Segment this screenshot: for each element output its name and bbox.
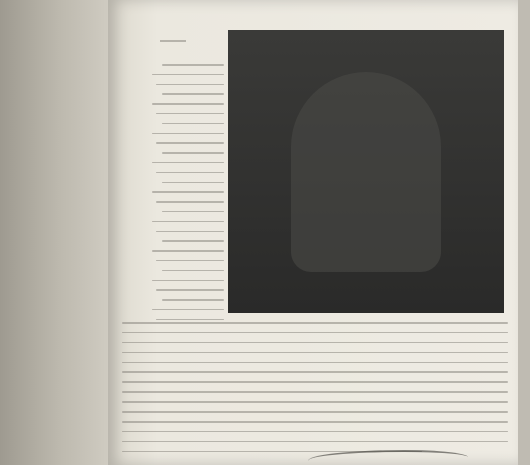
body-line [122, 421, 508, 423]
body-line [122, 362, 508, 364]
body-line [122, 441, 508, 443]
side-column-line [156, 201, 224, 203]
side-column-line [152, 74, 224, 76]
body-line [122, 391, 508, 393]
side-column-line [156, 142, 224, 144]
left-page-edge [0, 0, 108, 465]
side-column-line [162, 270, 224, 272]
side-column-line [162, 123, 224, 125]
side-column-line [152, 280, 224, 282]
side-column-line [156, 172, 224, 174]
right-page-edge [518, 0, 530, 465]
side-column-line [156, 84, 224, 86]
body-line [122, 431, 508, 433]
running-header [160, 40, 186, 42]
body-line [122, 332, 508, 334]
body-line [122, 342, 508, 344]
body-line [122, 371, 508, 373]
side-column-line [156, 231, 224, 233]
side-column-line [156, 113, 224, 115]
portrait-photo-placeholder [228, 30, 504, 313]
side-column-line [152, 103, 224, 105]
body-line [122, 411, 508, 413]
side-column-line [152, 162, 224, 164]
side-column-line [162, 182, 224, 184]
side-column-line [162, 299, 224, 301]
side-column-line [162, 64, 224, 66]
side-column-line [162, 152, 224, 154]
side-column-line [152, 133, 224, 135]
body-text [122, 322, 508, 460]
side-column-line [156, 260, 224, 262]
body-line [122, 401, 508, 403]
side-column-line [156, 319, 224, 321]
side-column-line [152, 191, 224, 193]
body-line [122, 322, 508, 324]
side-column-line [152, 309, 224, 311]
side-column-line [156, 289, 224, 291]
side-column-line [152, 250, 224, 252]
side-column-line [162, 240, 224, 242]
body-line [122, 381, 508, 383]
book-page [108, 0, 518, 465]
side-column-text [144, 64, 224, 329]
portrait-silhouette [291, 72, 441, 272]
side-column-line [152, 221, 224, 223]
side-column-line [162, 211, 224, 213]
side-column-line [162, 93, 224, 95]
body-line [122, 352, 508, 354]
